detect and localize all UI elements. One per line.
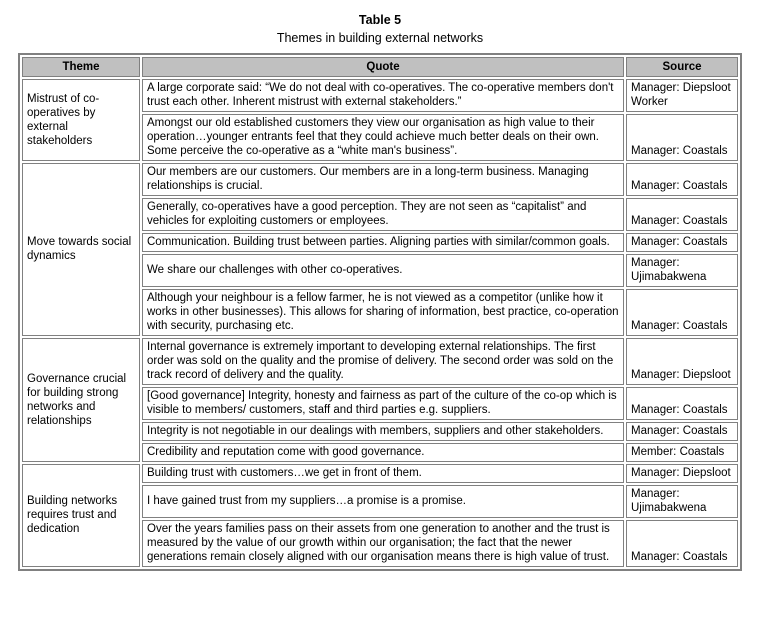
- quote-cell: Internal governance is extremely important to developing external relationships. The first order was sold on the quality and the promise of delivery. The second order was sold on the track record of delivery and the quality.: [142, 338, 624, 385]
- quote-cell: Over the years families pass on their assets from one generation to another and the trust is measured by the value of our growth within our organisation; the fact that the newer generations remain closely aligned with our organisation means there is high value of trust.: [142, 520, 624, 567]
- source-cell: Manager: Coastals: [626, 387, 738, 420]
- table-body: [22, 79, 738, 567]
- quote-cell: We share our challenges with other co-operatives.: [142, 254, 624, 287]
- column-header-source: Source: [626, 57, 738, 77]
- quote-cell: I have gained trust from my suppliers…a promise is a promise.: [142, 485, 624, 518]
- source-cell: Manager: Coastals: [626, 163, 738, 196]
- quote-cell: Generally, co-operatives have a good perception. They are not seen as “capitalist” and vehicles for exploiting customers or employees.: [142, 198, 624, 231]
- quote-cell: Communication. Building trust between parties. Aligning parties with similar/common goals.: [142, 233, 624, 252]
- source-cell: Manager: Coastals: [626, 114, 738, 161]
- table-subtitle: Themes in building external networks: [276, 31, 484, 45]
- table-title: Table 5: [358, 13, 402, 27]
- table-row: [22, 79, 738, 112]
- quote-cell: Integrity is not negotiable in our dealings with members, suppliers and other stakeholders.: [142, 422, 624, 441]
- source-cell: Member: Coastals: [626, 443, 738, 462]
- header-row: [22, 57, 738, 77]
- source-cell: Manager: Diepsloot: [626, 464, 738, 483]
- table-row: [22, 338, 738, 385]
- themes-table: [18, 53, 742, 571]
- theme-cell: Governance crucial for building strong networks and relationships: [22, 338, 140, 462]
- quote-cell: [Good governance] Integrity, honesty and fairness as part of the culture of the co-op which is visible to members/ customers, staff and third parties e.g. suppliers.: [142, 387, 624, 420]
- source-cell: Manager: Coastals: [626, 233, 738, 252]
- column-header-quote: Quote: [142, 57, 624, 77]
- source-cell: Manager: Coastals: [626, 198, 738, 231]
- table-row: [22, 464, 738, 483]
- theme-cell: Building networks requires trust and dedication: [22, 464, 140, 567]
- quote-cell: Building trust with customers…we get in front of them.: [142, 464, 624, 483]
- source-cell: Manager: Diepsloot Worker: [626, 79, 738, 112]
- source-cell: Manager: Diepsloot: [626, 338, 738, 385]
- theme-cell: Mistrust of co-operatives by external stakeholders: [22, 79, 140, 161]
- column-header-theme: Theme: [22, 57, 140, 77]
- source-cell: Manager: Coastals: [626, 289, 738, 336]
- theme-cell: Move towards social dynamics: [22, 163, 140, 336]
- source-cell: Manager: Coastals: [626, 520, 738, 567]
- quote-cell: A large corporate said: “We do not deal with co-operatives. The co-operative members don't trust each other. Inherent mistrust with external stakeholders.”: [142, 79, 624, 112]
- source-cell: Manager: Ujimabakwena: [626, 485, 738, 518]
- quote-cell: Credibility and reputation come with good governance.: [142, 443, 624, 462]
- quote-cell: Amongst our old established customers they view our organisation as high value to their operation…younger entrants feel that they could achieve much better deals on their own. Some perceive the co-operative as a “white man's business”.: [142, 114, 624, 161]
- source-cell: Manager: Ujimabakwena: [626, 254, 738, 287]
- table-row: [22, 163, 738, 196]
- quote-cell: Our members are our customers. Our members are in a long-term business. Managing relationships is crucial.: [142, 163, 624, 196]
- source-cell: Manager: Coastals: [626, 422, 738, 441]
- quote-cell: Although your neighbour is a fellow farmer, he is not viewed as a competitor (unlike how it works in other businesses). This allows for sharing of information, best practice, co-operation with security, purchasing etc.: [142, 289, 624, 336]
